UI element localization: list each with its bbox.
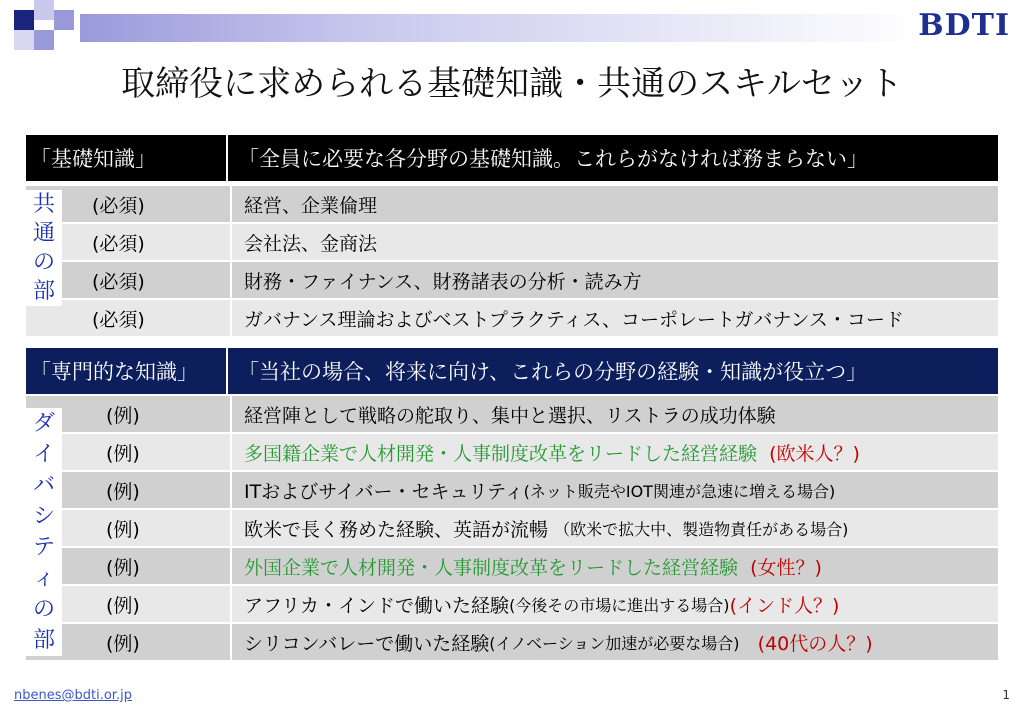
row-note: (イノベーション加速が必要な場合) bbox=[489, 633, 740, 653]
side-char: 部 bbox=[32, 628, 55, 653]
row-label: (必須) bbox=[92, 308, 145, 331]
row-main-text: 外国企業で人材開発・人事制度改革をリードした経営経験 bbox=[244, 556, 739, 579]
row-text: 経営、企業倫理 bbox=[230, 186, 998, 222]
row-text bbox=[230, 472, 998, 508]
row-text: ガバナンス理論およびベストプラクティス、コーポレートガバナンス・コード bbox=[230, 300, 998, 336]
table-row bbox=[26, 624, 998, 662]
row-note: (今後その市場に進出する場合) bbox=[509, 595, 730, 615]
row-label: (必須) bbox=[92, 194, 145, 217]
row-tag: (40代の人？) bbox=[757, 632, 873, 655]
section1-header-right: 「全員に必要な各分野の基礎知識。これらがなければ務まらない」 bbox=[238, 147, 868, 171]
row-main-text: 欧米で長く務めた経験、英語が流暢 bbox=[244, 518, 549, 541]
row-main-text: ITおよびサイバー・セキュリティ bbox=[244, 480, 524, 503]
row-main-text: シリコンバレーで働いた経験 bbox=[244, 632, 490, 655]
page-title: 取締役に求められる基礎知識・共通のスキルセット bbox=[121, 64, 903, 104]
decor-square bbox=[34, 30, 54, 50]
logo: BDTI bbox=[918, 8, 1010, 43]
decor-square bbox=[14, 10, 34, 30]
row-main-text: 多国籍企業で人材開発・人事制度改革をリードした経営経験 bbox=[244, 442, 758, 465]
row-label: (例) bbox=[106, 480, 140, 503]
table-row bbox=[26, 548, 998, 586]
row-label: (必須) bbox=[92, 232, 145, 255]
row-main-text: アフリカ・インドで働いた経験 bbox=[244, 594, 510, 617]
section2-header bbox=[26, 348, 998, 394]
row-note: (ネット販売やIOT関連が急速に増える場合) bbox=[523, 481, 836, 501]
section2-header-right: 「当社の場合、将来に向け、これらの分野の経験・知識が役立つ」 bbox=[238, 360, 868, 384]
footer-email-link[interactable]: nbenes@bdti.or.jp bbox=[14, 688, 132, 703]
row-text bbox=[230, 586, 998, 622]
table-row bbox=[26, 472, 998, 510]
side-char: の bbox=[32, 597, 55, 622]
row-label: (例) bbox=[106, 518, 140, 541]
page-number: 1 bbox=[1002, 688, 1010, 702]
row-text: 財務・ファイナンス、財務諸表の分析・読み方 bbox=[230, 262, 998, 298]
row-tag: (欧米人？) bbox=[769, 442, 860, 465]
table-row bbox=[26, 396, 998, 434]
row-tag: (女性？) bbox=[750, 556, 822, 579]
side-char: テ bbox=[32, 535, 55, 560]
table-row bbox=[26, 510, 998, 548]
table-row bbox=[26, 262, 998, 300]
header-gradient-bar bbox=[80, 14, 920, 42]
side-char: ィ bbox=[32, 566, 55, 591]
section2-side-label bbox=[26, 408, 62, 656]
table-row bbox=[26, 224, 998, 262]
row-label: (例) bbox=[106, 632, 140, 655]
row-text bbox=[230, 548, 998, 584]
row-text bbox=[230, 434, 998, 470]
row-label: (必須) bbox=[92, 270, 145, 293]
side-char: ダ bbox=[32, 411, 55, 436]
row-main-text: 経営陣として戦略の舵取り、集中と選択、リストラの成功体験 bbox=[244, 404, 776, 427]
side-char: 部 bbox=[32, 279, 55, 304]
row-text bbox=[230, 624, 998, 660]
side-char: イ bbox=[32, 442, 55, 467]
side-char: シ bbox=[32, 504, 55, 529]
side-char: バ bbox=[32, 473, 55, 498]
decor-square bbox=[34, 0, 54, 20]
section2-header-left: 「専門的な知識」 bbox=[26, 348, 228, 394]
table-row bbox=[26, 434, 998, 472]
row-text bbox=[230, 396, 998, 432]
side-char: 共 bbox=[32, 192, 55, 217]
decor-square bbox=[14, 30, 34, 50]
table-row bbox=[26, 300, 998, 338]
section1-header-left: 「基礎知識」 bbox=[26, 135, 228, 181]
side-char: の bbox=[32, 250, 55, 275]
table-row bbox=[26, 186, 998, 224]
row-text bbox=[230, 510, 998, 546]
table-row bbox=[26, 586, 998, 624]
section1-side-label bbox=[26, 190, 62, 306]
row-text: 会社法、金商法 bbox=[230, 224, 998, 260]
row-label: (例) bbox=[106, 556, 140, 579]
section1-header bbox=[26, 135, 998, 181]
side-char: 通 bbox=[32, 221, 55, 246]
row-label: (例) bbox=[106, 404, 140, 427]
decor-square bbox=[54, 10, 74, 30]
row-note: （欧米で拡大中、製造物責任がある場合) bbox=[554, 519, 849, 539]
row-label: (例) bbox=[106, 594, 140, 617]
row-label: (例) bbox=[106, 442, 140, 465]
row-tag: (インド人？) bbox=[729, 594, 840, 617]
